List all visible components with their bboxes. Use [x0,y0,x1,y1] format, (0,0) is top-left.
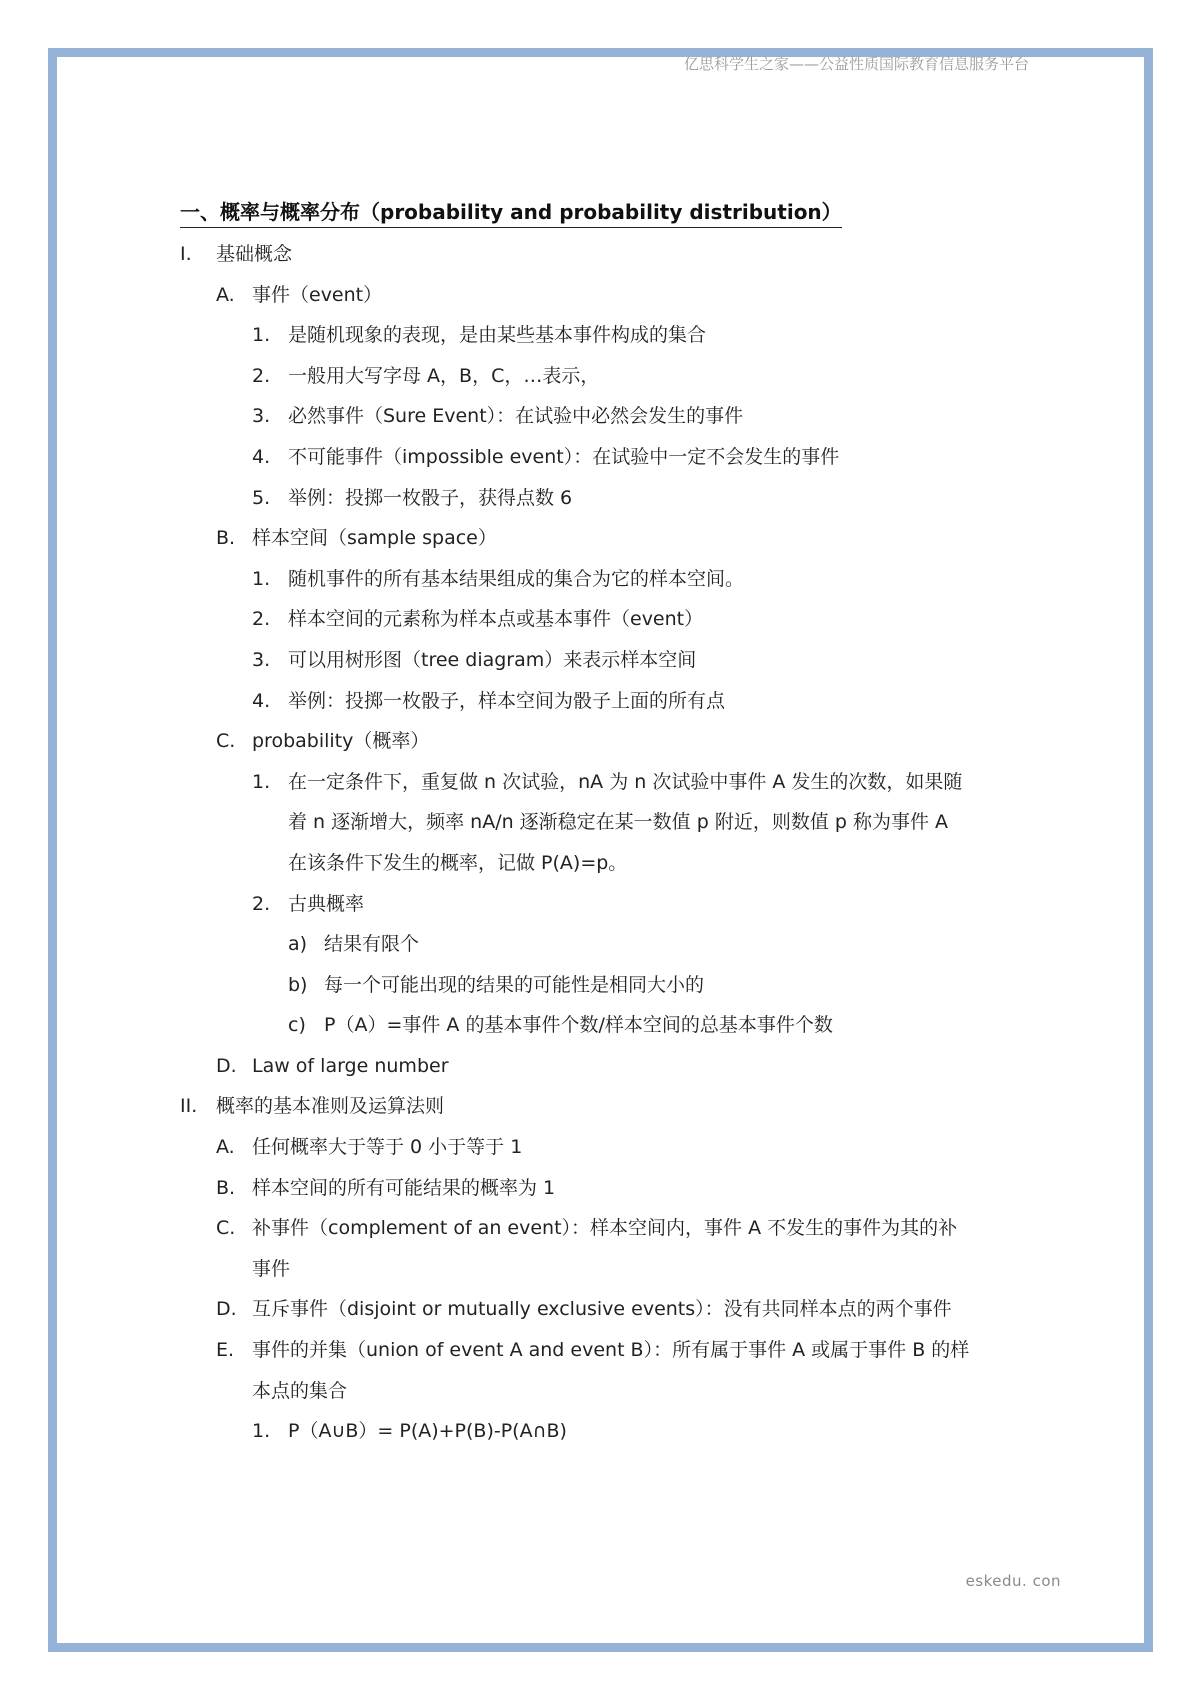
outline-item [180,1208,1020,1289]
outline-text: 可以用树形图（tree diagram）来表示样本空间 [288,648,697,671]
outline-text-line: 在一定条件下，重复做 n 次试验，nA 为 n 次试验中事件 A 发生的次数，如果随 [288,770,963,793]
outline-text: 样本空间的元素称为样本点或基本事件（event） [288,608,704,631]
outline-item [180,1330,1020,1411]
outline-marker: b) [288,973,308,996]
outline-marker: I. [180,243,192,265]
outline-item [180,478,1020,519]
outline-text: 举例：投掷一枚骰子，样本空间为骰子上面的所有点 [288,689,726,712]
outline-text-line: 补事件（complement of an event）：样本空间内，事件 A 不发生的事件为其的补 [252,1217,958,1240]
outline-text: 每一个可能出现的结果的可能性是相同大小的 [324,973,705,996]
outline-item [180,275,1020,316]
outline-item [180,681,1020,722]
outline-marker: 4. [252,689,271,712]
outline-item [180,762,1020,884]
outline-marker: 3. [252,405,271,428]
outline-item [180,559,1020,600]
outline-marker: A. [216,283,235,306]
outline-marker: C. [216,730,236,753]
outline-item [180,1168,1020,1209]
outline-item [180,1127,1020,1168]
outline-item [180,1411,1020,1452]
outline-marker: 4. [252,445,271,468]
outline-text: 随机事件的所有基本结果组成的集合为它的样本空间。 [288,567,745,590]
outline-item [180,518,1020,559]
outline-marker: 2. [252,364,271,387]
footer-note: eskedu. con [965,1572,1061,1590]
outline-marker: 1. [252,1420,271,1443]
outline-marker: 3. [252,648,271,671]
outline-item [180,965,1020,1006]
outline-text-line: 着 n 逐渐增大，频率 nA/n 逐渐稳定在某一数值 p 附近，则数值 p 称为事件 A [288,811,949,834]
outline-text-line: 事件的并集（union of event A and event B）：所有属于事件 A 或属于事件 B 的样 [252,1339,970,1362]
outline-marker: c) [288,1014,306,1037]
outline-text: 样本空间的所有可能结果的概率为 1 [252,1176,556,1199]
outline-marker: B. [216,527,236,550]
outline-marker: 2. [252,892,271,915]
section-title: 一、概率与概率分布（probability and probability distribution） [180,196,842,228]
outline-marker: C. [216,1217,236,1240]
outline-item [180,924,1020,965]
outline-item [180,1046,1020,1087]
outline-text: 事件（event） [252,283,383,306]
outline-text: P（A）=事件 A 的基本事件个数/样本空间的总基本事件个数 [324,1014,833,1037]
document-body [180,196,1020,1452]
outline-text: 任何概率大于等于 0 小于等于 1 [252,1136,523,1159]
outline-text: probability（概率） [252,730,430,753]
outline-list [180,234,1020,1452]
outline-text-line: 事件 [252,1257,291,1280]
outline-text: P（A∪B）= P(A)+P(B)-P(A∩B) [288,1420,567,1443]
outline-text: 古典概率 [288,892,365,915]
outline-item [180,721,1020,762]
outline-text: Law of large number [252,1054,449,1077]
outline-item [180,599,1020,640]
outline-marker: D. [216,1054,237,1077]
outline-text: 基础概念 [216,243,293,265]
outline-marker: 5. [252,486,271,509]
outline-item [180,315,1020,356]
outline-text-line: 本点的集合 [252,1379,348,1402]
outline-marker: II. [180,1095,198,1118]
outline-marker: 1. [252,324,271,347]
outline-text: 不可能事件（impossible event）：在试验中一定不会发生的事件 [288,445,840,468]
outline-item [180,234,1020,275]
outline-text: 结果有限个 [324,933,420,956]
outline-text: 互斥事件（disjoint or mutually exclusive events）：没有共同样本点的两个事件 [252,1298,952,1321]
outline-marker: D. [216,1298,237,1321]
outline-item [180,1005,1020,1046]
outline-text: 一般用大写字母 A，B，C，…表示， [288,364,600,387]
outline-item [180,356,1020,397]
outline-marker: 1. [252,770,271,793]
outline-marker: B. [216,1176,236,1199]
outline-text: 必然事件（Sure Event）：在试验中必然会发生的事件 [288,405,744,428]
outline-item [180,396,1020,437]
outline-marker: 2. [252,608,271,631]
outline-marker: E. [216,1339,235,1362]
outline-text: 举例：投掷一枚骰子，获得点数 6 [288,486,573,509]
outline-text-line: 在该条件下发生的概率，记做 P(A)=p。 [288,851,628,874]
outline-text: 是随机现象的表现，是由某些基本事件构成的集合 [288,324,707,347]
outline-marker: A. [216,1136,235,1159]
outline-item [180,640,1020,681]
outline-text: 样本空间（sample space） [252,527,497,550]
header-note: 亿思科学生之家——公益性质国际教育信息服务平台 [683,55,1029,73]
outline-item [180,1289,1020,1330]
outline-item [180,884,1020,925]
outline-text: 概率的基本准则及运算法则 [216,1095,445,1118]
outline-item [180,437,1020,478]
outline-marker: a) [288,933,308,956]
outline-marker: 1. [252,567,271,590]
outline-item [180,1086,1020,1127]
